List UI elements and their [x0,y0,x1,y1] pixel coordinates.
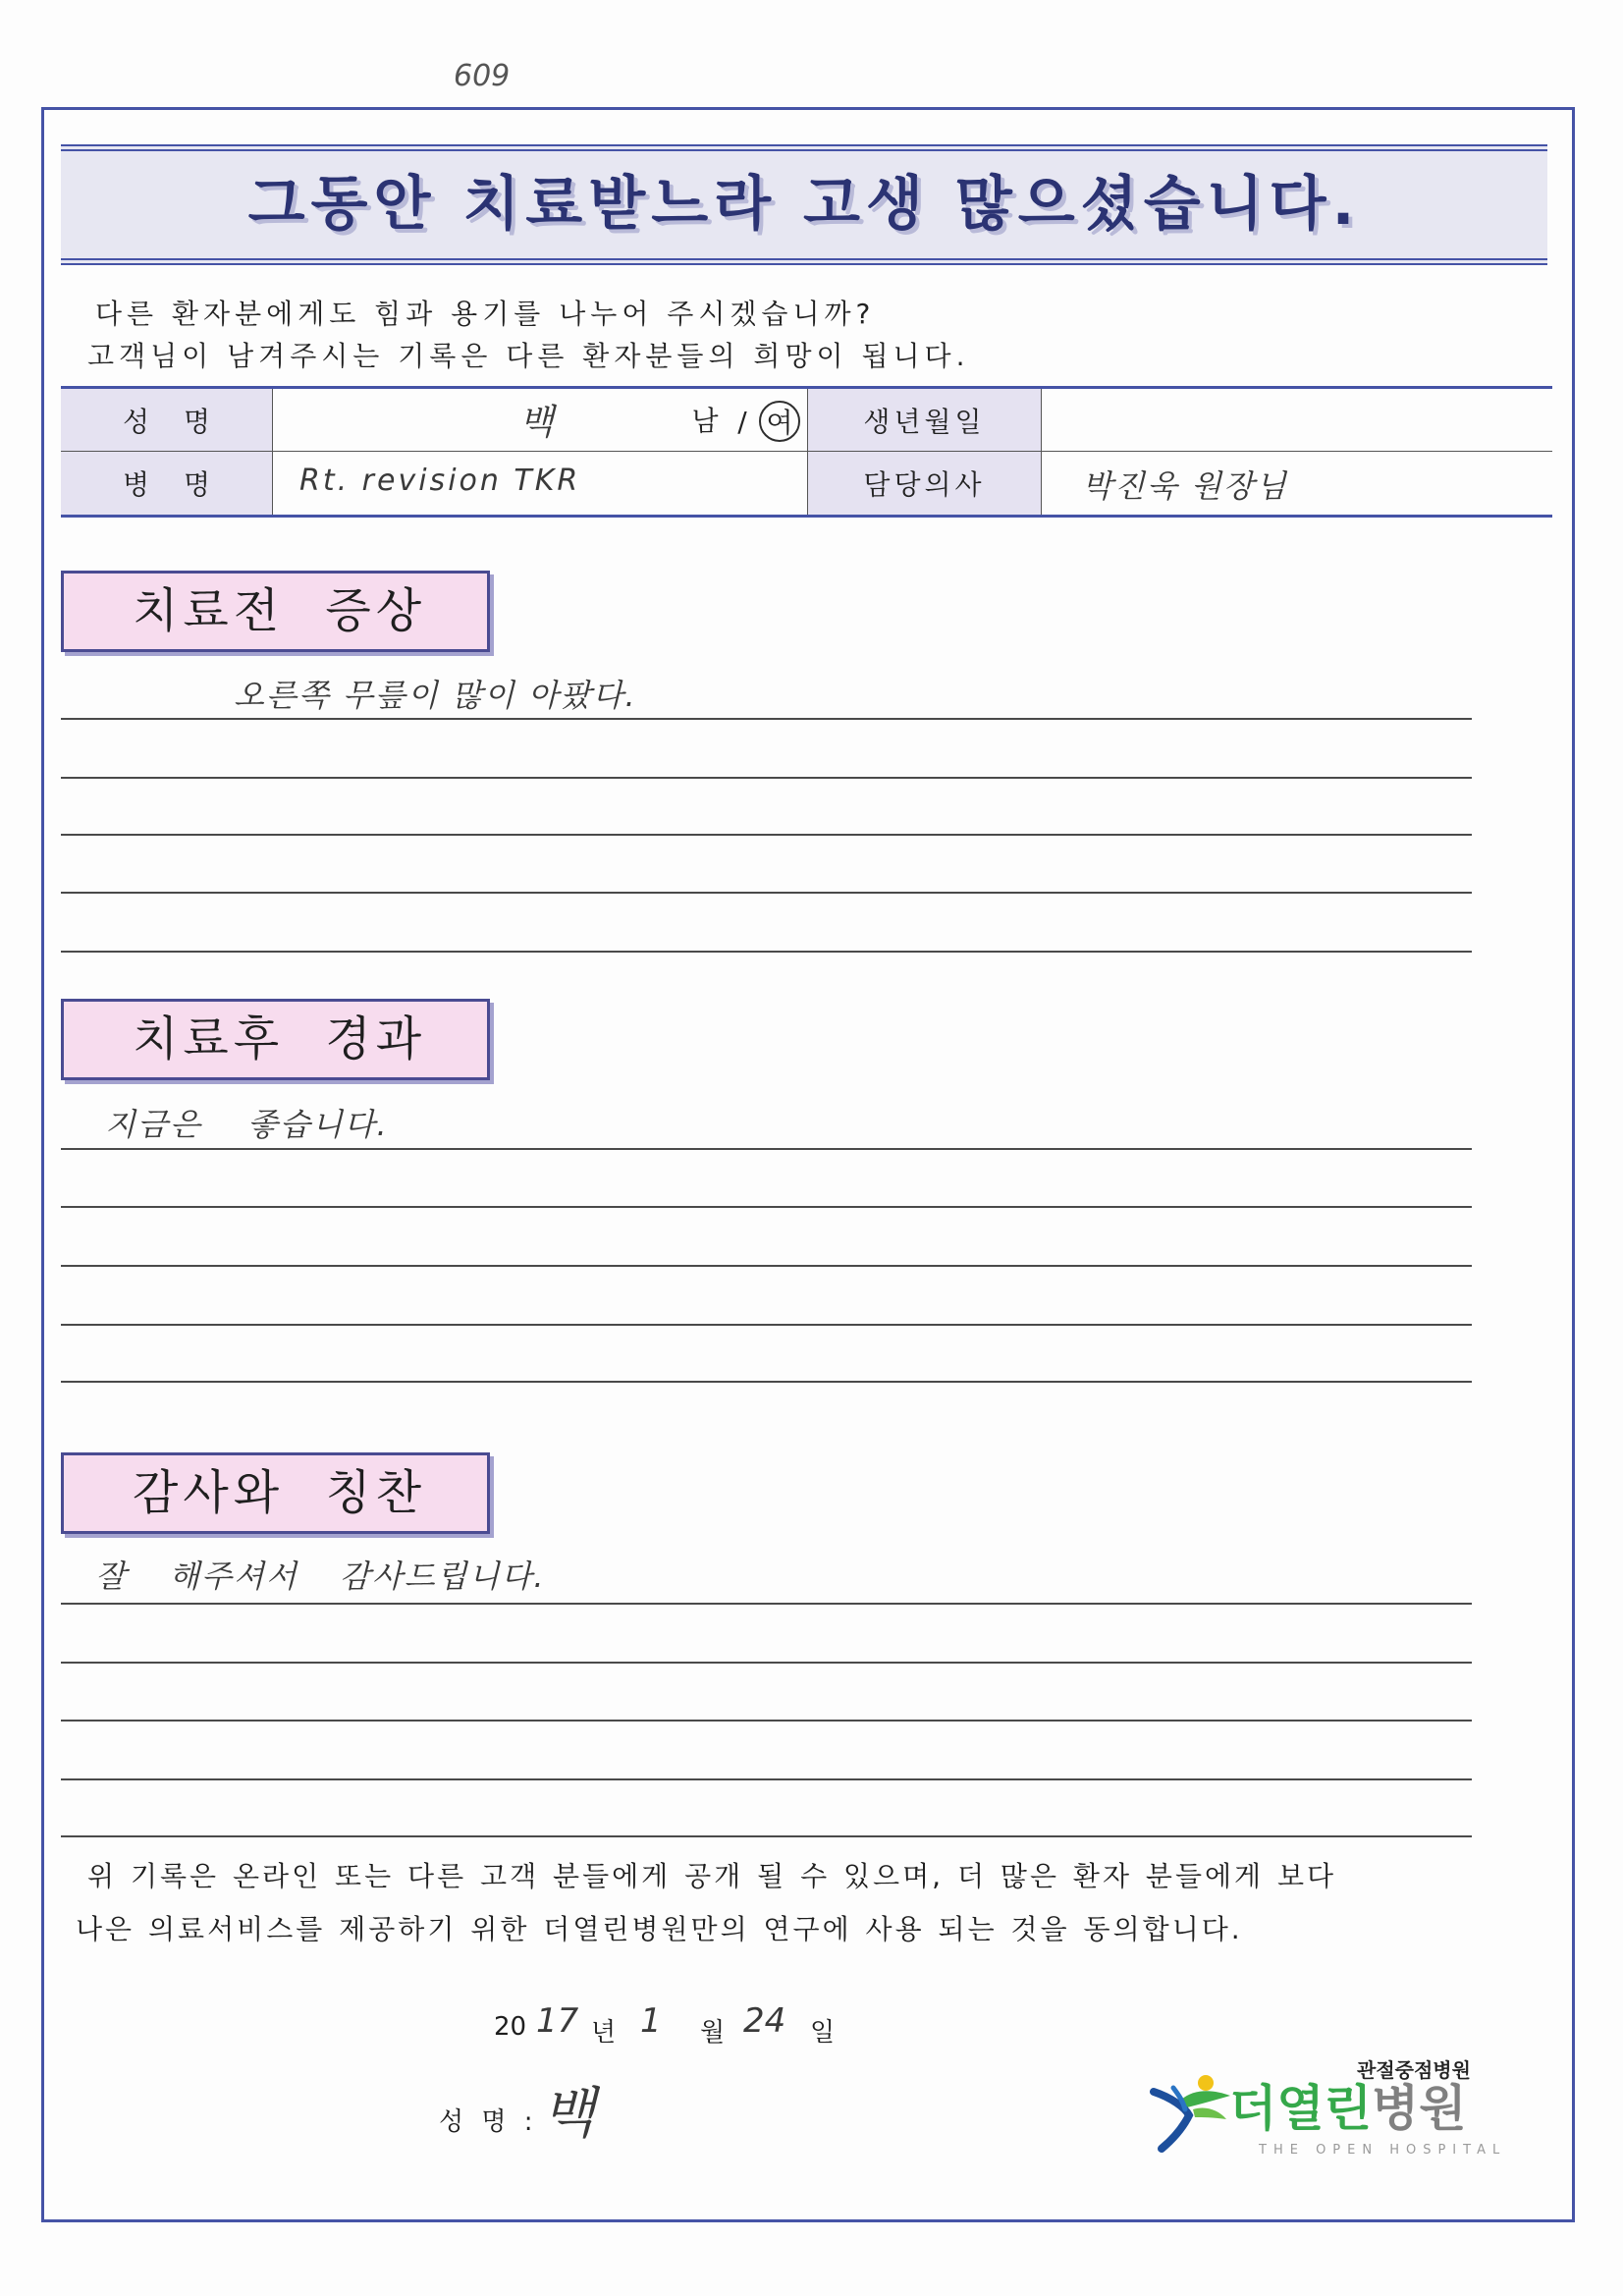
consent-line-2: 나은 의료서비스를 제공하기 위한 더열린병원만의 연구에 사용 되는 것을 동의합니다. [76,1913,1243,1945]
diagnosis-value: Rt. revision TKR [299,464,581,498]
diagnosis-label: 병 명 [123,468,210,501]
ruled-line [61,892,1472,894]
ruled-line [61,1720,1472,1722]
intro-line-2: 고객님이 남겨주시는 기록은 다른 환자분들의 희망이 됩니다. [87,340,970,372]
ruled-line [61,1603,1472,1605]
section-entry-after-treatment: 지금은 좋습니다. [105,1106,389,1143]
title-banner [61,144,1547,265]
gender-option-female: 여 [759,401,800,442]
name-label: 성 명 [123,405,210,438]
name-value-cell [273,389,808,452]
ruled-line [61,834,1472,836]
gender-separator: / [737,405,747,438]
date-month-label: 월 [700,2018,726,2048]
diagnosis-label-cell [61,452,273,515]
date-year: 17 [536,2001,579,2041]
birth-label: 생년월일 [863,405,986,438]
ruled-line [61,1662,1472,1664]
name-value: 백 [519,403,554,443]
section-entry-before-treatment: 오른쪽 무릎이 많이 아팠다. [234,677,637,714]
signature-value: 백 [542,2082,596,2146]
doctor-label: 담당의사 [863,468,986,501]
consent-line-1: 위 기록은 온라인 또는 다른 고객 분들에게 공개 될 수 있으며, 더 많은 환자 분들에게 보다 [87,1860,1337,1892]
signature-label: 성 명 : [439,2107,533,2137]
ruled-line [61,1324,1472,1326]
gender-option-male: 남 [691,405,719,437]
logo-english-name: THE OPEN HOSPITAL [1259,2143,1507,2158]
logo-name-secondary: 병원 [1371,2080,1467,2137]
date-month: 1 [640,2001,662,2041]
birth-label-cell [808,389,1042,452]
logo-tagline: 관절중점병원 [1357,2058,1471,2082]
handwritten-page-number: 609 [454,59,511,93]
logo-name [1229,2080,1467,2137]
section-entry-thanks: 잘 해주셔서 감사드립니다. [95,1558,546,1595]
doctor-label-cell [808,452,1042,515]
patient-info-table [61,386,1552,518]
gender-selector [684,401,800,442]
date-year-label: 년 [591,2018,617,2048]
ruled-line [61,1778,1472,1780]
ruled-line [61,1206,1472,1208]
birth-value-cell [1042,389,1552,452]
date-century: 20 [494,2012,527,2042]
ruled-line [61,951,1472,953]
ruled-line [61,777,1472,779]
logo-name-primary: 더열린 [1229,2080,1372,2137]
intro-line-1: 다른 환자분에게도 힘과 용기를 나누어 주시겠습니까? [95,298,876,330]
ruled-line [61,1381,1472,1383]
section-heading-after-treatment: 치료후 경과 [61,999,490,1080]
date-day: 24 [743,2001,786,2041]
logo-icon [1144,2070,1237,2154]
ruled-line [61,1835,1472,1837]
diagnosis-value-cell [273,452,808,515]
ruled-line [61,1265,1472,1267]
doctor-value-cell [1042,452,1552,515]
form-title: 그동안 치료받느라 고생 많으셨습니다. [247,170,1361,239]
ruled-line [61,718,1472,720]
section-heading-before-treatment: 치료전 증상 [61,571,490,652]
date-day-label: 일 [810,2018,836,2048]
ruled-line [61,1148,1472,1150]
doctor-value: 박진욱 원장님 [1082,467,1288,505]
name-label-cell [61,389,273,452]
section-heading-thanks: 감사와 칭찬 [61,1452,490,1534]
